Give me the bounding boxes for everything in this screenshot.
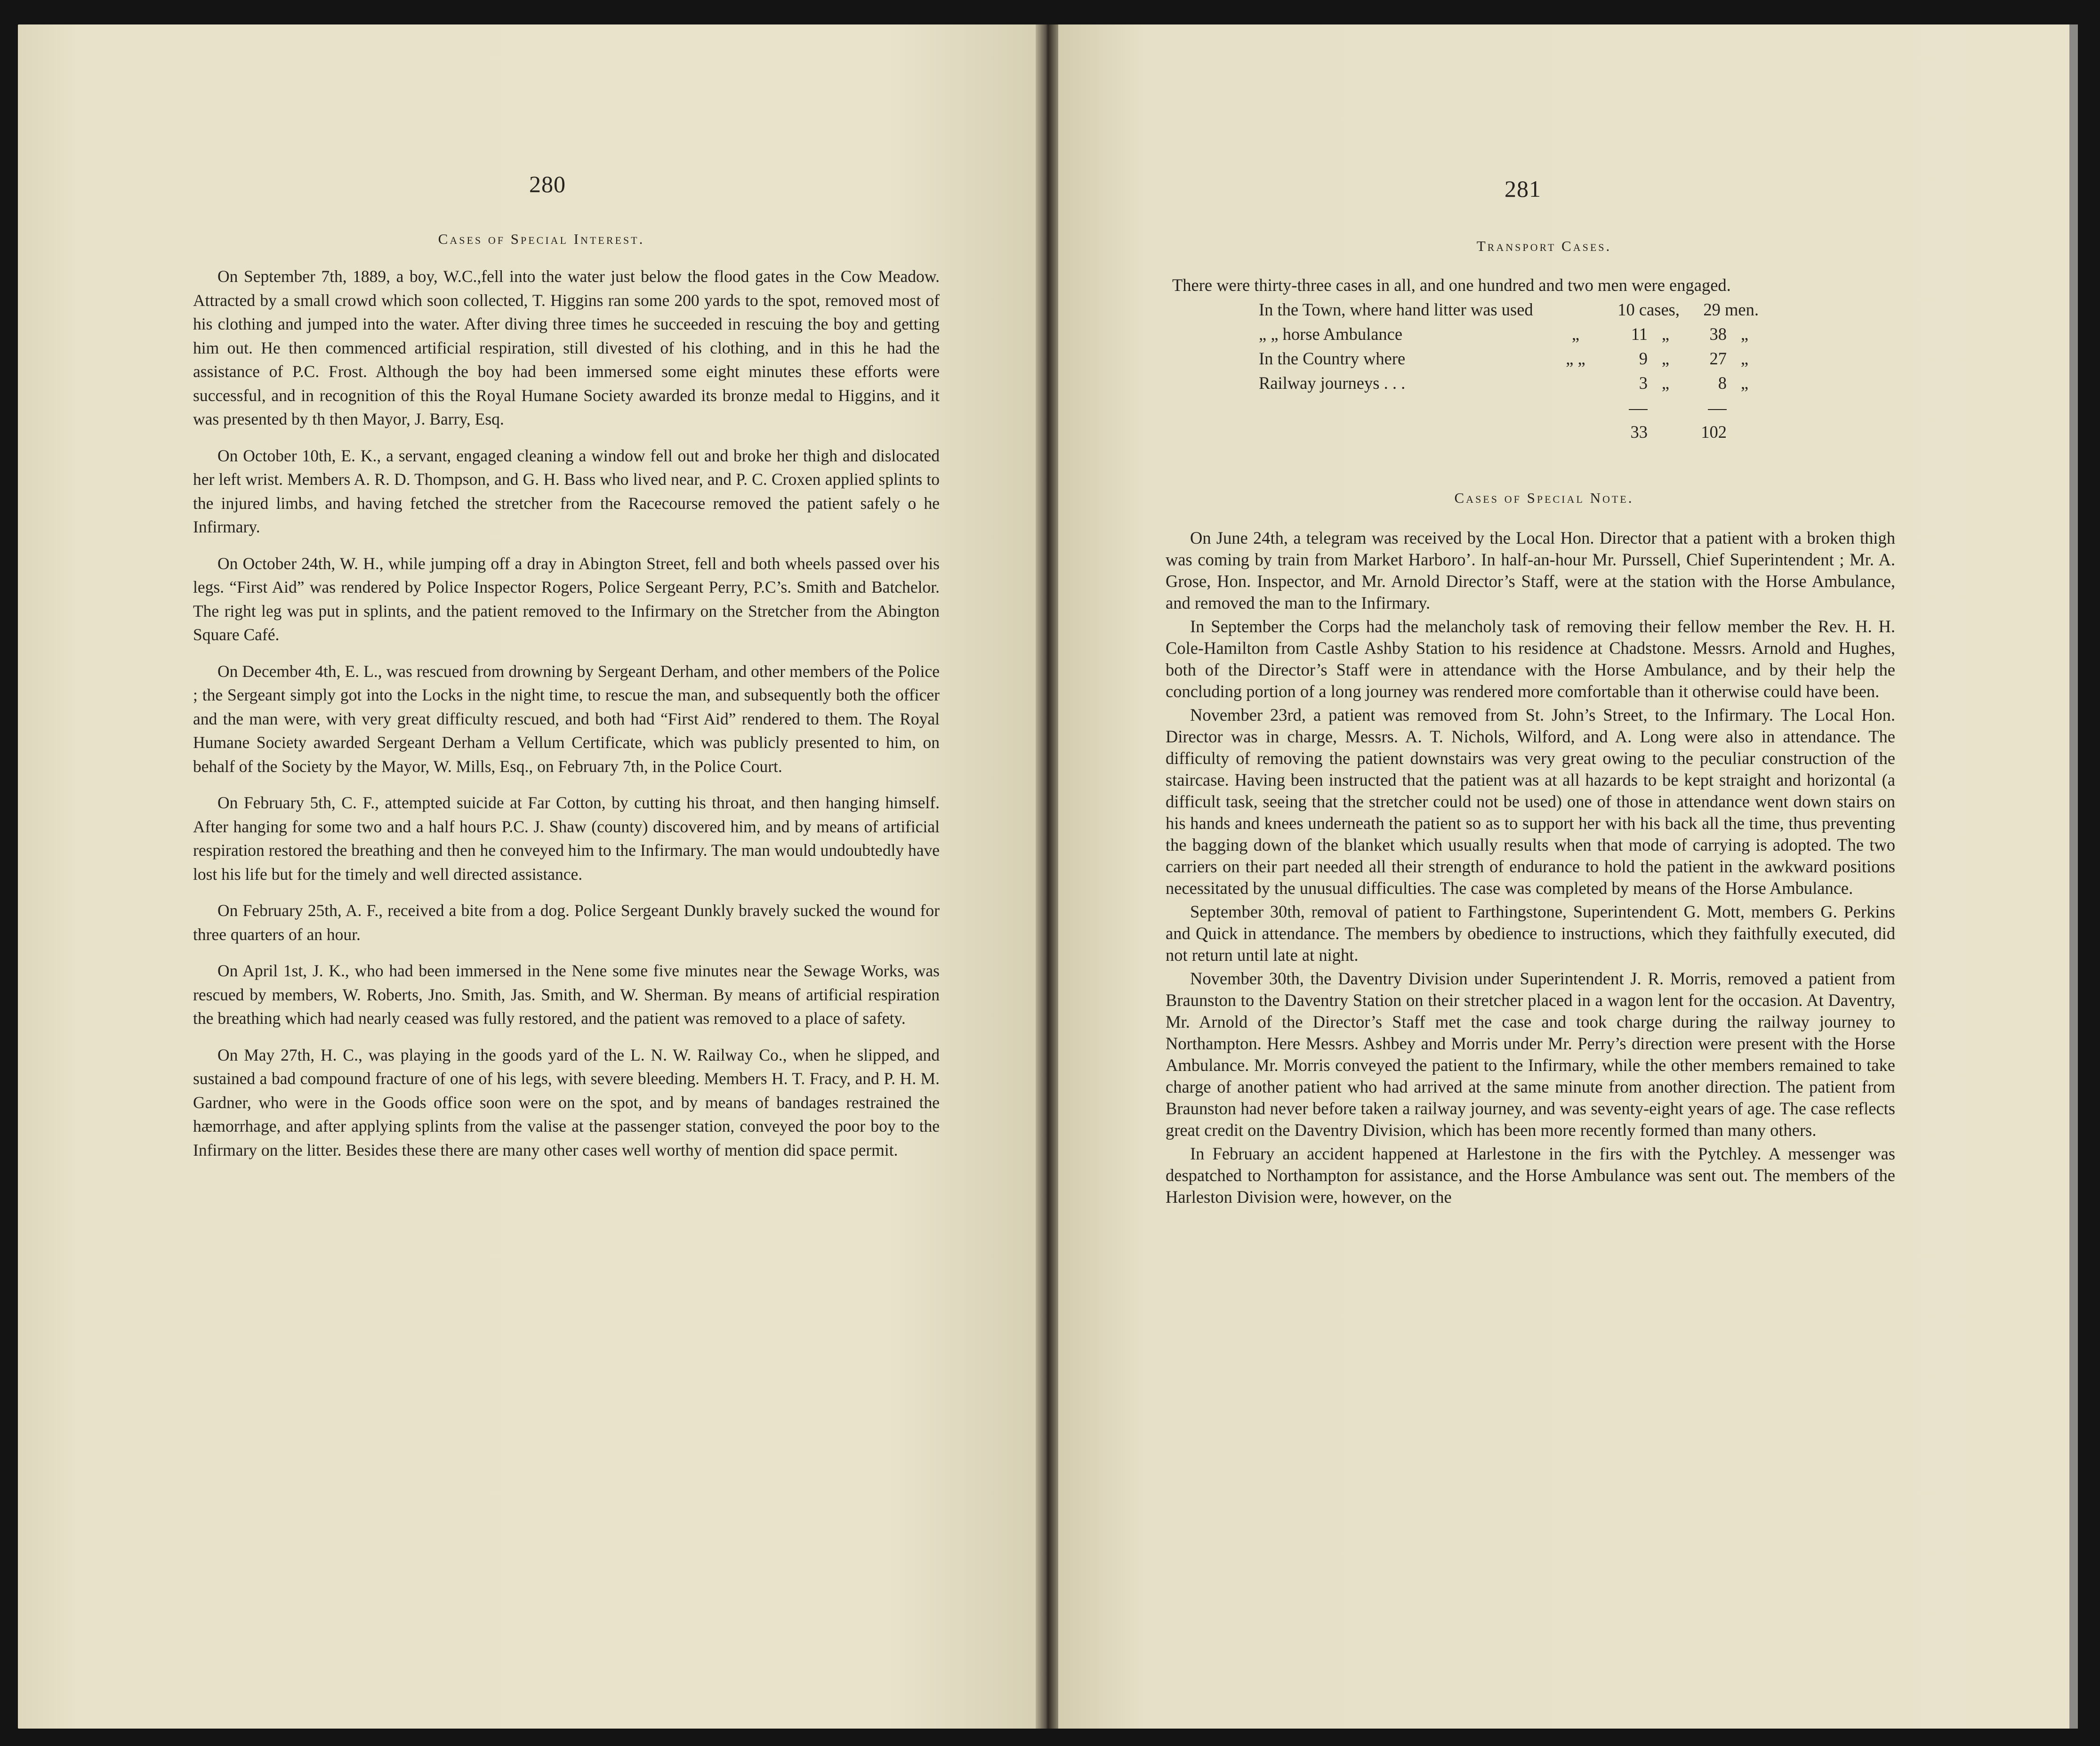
- paragraph: On June 24th, a telegram was received by the Local Hon. Director that a patient with a broken thigh was coming by train from Market Harboro’. In half-an-hour Mr. Purssell, Chief Superintendent ; Mr. A. Grose, Hon. Inspector, and Mr. Arnold Director’s Staff, were at the station with the Horse Ambulance, and removed the man to the Infirmary.: [1166, 528, 1895, 612]
- row-men: 8: [1718, 373, 1727, 393]
- table-row: [1257, 346, 1761, 371]
- table-row: [1257, 322, 1761, 346]
- row-men: 27: [1709, 349, 1727, 368]
- row-cases: 9: [1639, 349, 1648, 368]
- total-cases: 33: [1630, 422, 1648, 442]
- row-men: 38: [1709, 324, 1727, 344]
- total-men: 102: [1701, 422, 1727, 442]
- paragraph: On April 1st, J. K., who had been immersed in the Nene some five minutes near the Sewage Works, was rescued by members, W. Roberts, Jno. Smith, Jas. Smith, and W. Sherman. By means of artificial respiration the breathing which had nearly ceased was fully restored, and the patient was removed to a place of safety.: [193, 961, 940, 1028]
- left-page-number: 280: [529, 171, 566, 197]
- row-ditto: „: [1740, 349, 1749, 368]
- paragraph: On September 7th, 1889, a boy, W.C.,fell into the water just below the flood gates in the Cow Meadow. Attracted by a small crowd which soon collected, T. Higgins ran some 200 yards to the spot, removed most of his clothing and jumped into the water. After diving three times he succeeded in rescuing the boy and getting him out. He then commenced artificial respiration, still divested of his clothing, and in this he had the assistance of P.C. Frost. Although the boy had been immersed some eight minutes these efforts were successful, and in recognition of this the Royal Humane Society awarded its bronze medal to Higgins, and it was presented by th then Mayor, J. Barry, Esq.: [193, 267, 940, 428]
- row-label: In the Town, where hand litter was used: [1259, 300, 1533, 319]
- table-rule-row: [1257, 395, 1761, 420]
- row-ditto: „: [1740, 373, 1749, 393]
- transport-heading: Transport Cases.: [1476, 238, 1612, 254]
- row-cases: 3: [1639, 373, 1648, 393]
- right-page-body: [1166, 527, 1895, 1210]
- row-label: Railway journeys . . .: [1259, 373, 1406, 393]
- row-ditto: [1543, 371, 1608, 395]
- row-ditto: „: [1661, 324, 1670, 344]
- table-row: [1257, 371, 1761, 395]
- paragraph: On October 10th, E. K., a servant, engaged cleaning a window fell out and broke her thigh and dislocated her left wrist. Members A. R. D. Thompson, and G. H. Bass who lived near, and P. C. Croxen applied splints to the injured limbs, and having fetched the stretcher from the Racecourse removed the patient safely o he Infirmary.: [193, 446, 940, 536]
- row-ditto: „: [1740, 324, 1749, 344]
- paragraph: On May 27th, H. C., was playing in the goods yard of the L. N. W. Railway Co., when he slipped, and sustained a bad compound fracture of one of his legs, with severe bleeding. Members H. T. Fracy, and P. H. M. Gardner, who were in the Goods office soon were on the spot, and by means of bandages restrained the hæmorrhage, and after applying splints from the valise at the passenger station, conveyed the poor boy to the Infirmary on the litter. Besides these there are many other cases well worthy of mention did space permit.: [193, 1045, 940, 1159]
- right-page-number: 281: [1505, 176, 1541, 202]
- totals-row: [1257, 420, 1761, 444]
- row-label: „ „ horse Ambulance: [1259, 324, 1403, 344]
- paragraph: September 30th, removal of patient to Farthingstone, Superintendent G. Mott, members G. Perkins and Quick in attendance. The members by obedience to instructions, which they faithfully executed, did not return until late at night.: [1166, 902, 1895, 965]
- table-row: [1257, 298, 1761, 322]
- paragraph: In September the Corps had the melancholy task of removing their fellow member the Rev. H. H. Cole-Hamilton from Castle Ashby Station to his residence at Chadstone. Messrs. Arnold and Hughes, both of the Director’s Staff were in attendance with the Horse Ambulance, and by their help the concluding portion of a long journey was rendered more comfortable than it otherwise could have been.: [1166, 617, 1895, 701]
- sum-rule: [1629, 409, 1648, 410]
- transport-table: [1257, 298, 1761, 444]
- row-cases: 10 cases,: [1617, 300, 1680, 319]
- row-ditto: „: [1661, 349, 1670, 368]
- row-ditto: „: [1661, 373, 1670, 393]
- paragraph: November 30th, the Daventry Division under Superintendent J. R. Morris, removed a patient from Braunston to the Daventry Station on their stretcher placed in a wagon lent for the occasion. At Daventry, Mr. Arnold of the Director’s Staff met the case and took charge during the railway journey to Northampton. Here Messrs. Ashbey and Morris under Mr. Perry’s direction were present with the Horse Ambulance. Mr. Morris conveyed the patient to the Infirmary, while the other members remained to take charge of another patient who had arrived at the same minute from another direction. The patient from Braunston had never before taken a railway journey, and was seventy-eight years of age. The case reflects great credit on the Daventry Division, which has been more recently formed than many others.: [1166, 969, 1895, 1140]
- paragraph: On October 24th, W. H., while jumping off a dray in Abington Street, fell and both wheels passed over his legs. “First Aid” was rendered by Police Inspector Rogers, Police Sergeant Perry, P.C’s. Smith and Batchelor. The right leg was put in splints, and the patient removed to the Infirmary on the Stretcher from the Abington Square Café.: [193, 554, 940, 644]
- transport-section: [1172, 273, 1944, 444]
- row-men: 29 men.: [1703, 300, 1759, 319]
- sum-rule: [1708, 409, 1727, 410]
- left-page-body: [193, 265, 940, 1175]
- book-gutter: [1036, 24, 1058, 1729]
- paragraph: In February an accident happened at Harlestone in the firs with the Pytchley. A messenger was despatched to Northampton for assistance, and the Horse Ambulance was sent out. The members of the Harleston Division were, however, on the: [1166, 1144, 1895, 1207]
- paragraph: November 23rd, a patient was removed from St. John’s Street, to the Infirmary. The Local Hon. Director was in charge, Messrs. A. T. Nichols, Wilford, and A. Long were also in attendance. The difficulty of removing the patient downstairs was very great owing to the peculiar construction of the staircase. Having been instructed that the patient was at all hazards to be kept straight and horizontal (a difficult task, seeing that the stretcher could not be used) one of those in attendance went down stairs on his hands and knees underneath the patient so as to support her with his back all the time, thus preventing the bagging down of the blanket which usually results when that mode of carrying is adopted. The two carriers on their part needed all their strength of endurance to hold the patient in the awkward positions necessitated by the unusual difficulties. The case was completed by means of the Horse Ambulance.: [1166, 705, 1895, 898]
- row-ditto: „: [1571, 324, 1580, 344]
- row-label: In the Country where: [1259, 349, 1406, 368]
- paragraph: On February 5th, C. F., attempted suicide at Far Cotton, by cutting his throat, and then hanging himself. After hanging for some two and a half hours P.C. J. Shaw (county) discovered him, and by means of artificial respiration restored the breathing and then he conveyed him to the Infirmary. The man would undoubtedly have lost his life but for the timely and well directed assistance.: [193, 793, 940, 884]
- paragraph: On February 25th, A. F., received a bite from a dog. Police Sergeant Dunkly bravely sucked the wound for three quarters of an hour.: [193, 901, 940, 944]
- row-cases: 11: [1631, 324, 1648, 344]
- row-ditto: „ „: [1566, 349, 1585, 368]
- paragraph: On December 4th, E. L., was rescued from drowning by Sergeant Derham, and other members of the Police ; the Sergeant simply got into the Locks in the night time, to rescue the man, and subsequently both the officer and the man were, with very great difficulty rescued, and both had “First Aid” rendered to them. The Royal Humane Society awarded Sergeant Derham a Vellum Certificate, which was publicly presented to him, on behalf of the Society by the Mayor, W. Mills, Esq., on February 7th, in the Police Court.: [193, 661, 940, 776]
- row-ditto: [1543, 298, 1608, 322]
- left-page-heading: Cases of Special Interest.: [438, 231, 645, 247]
- page-edge: [2069, 24, 2078, 1729]
- special-note-heading: Cases of Special Note.: [1454, 490, 1634, 506]
- transport-intro: There were thirty-three cases in all, and one hundred and two men were engaged.: [1172, 275, 1731, 295]
